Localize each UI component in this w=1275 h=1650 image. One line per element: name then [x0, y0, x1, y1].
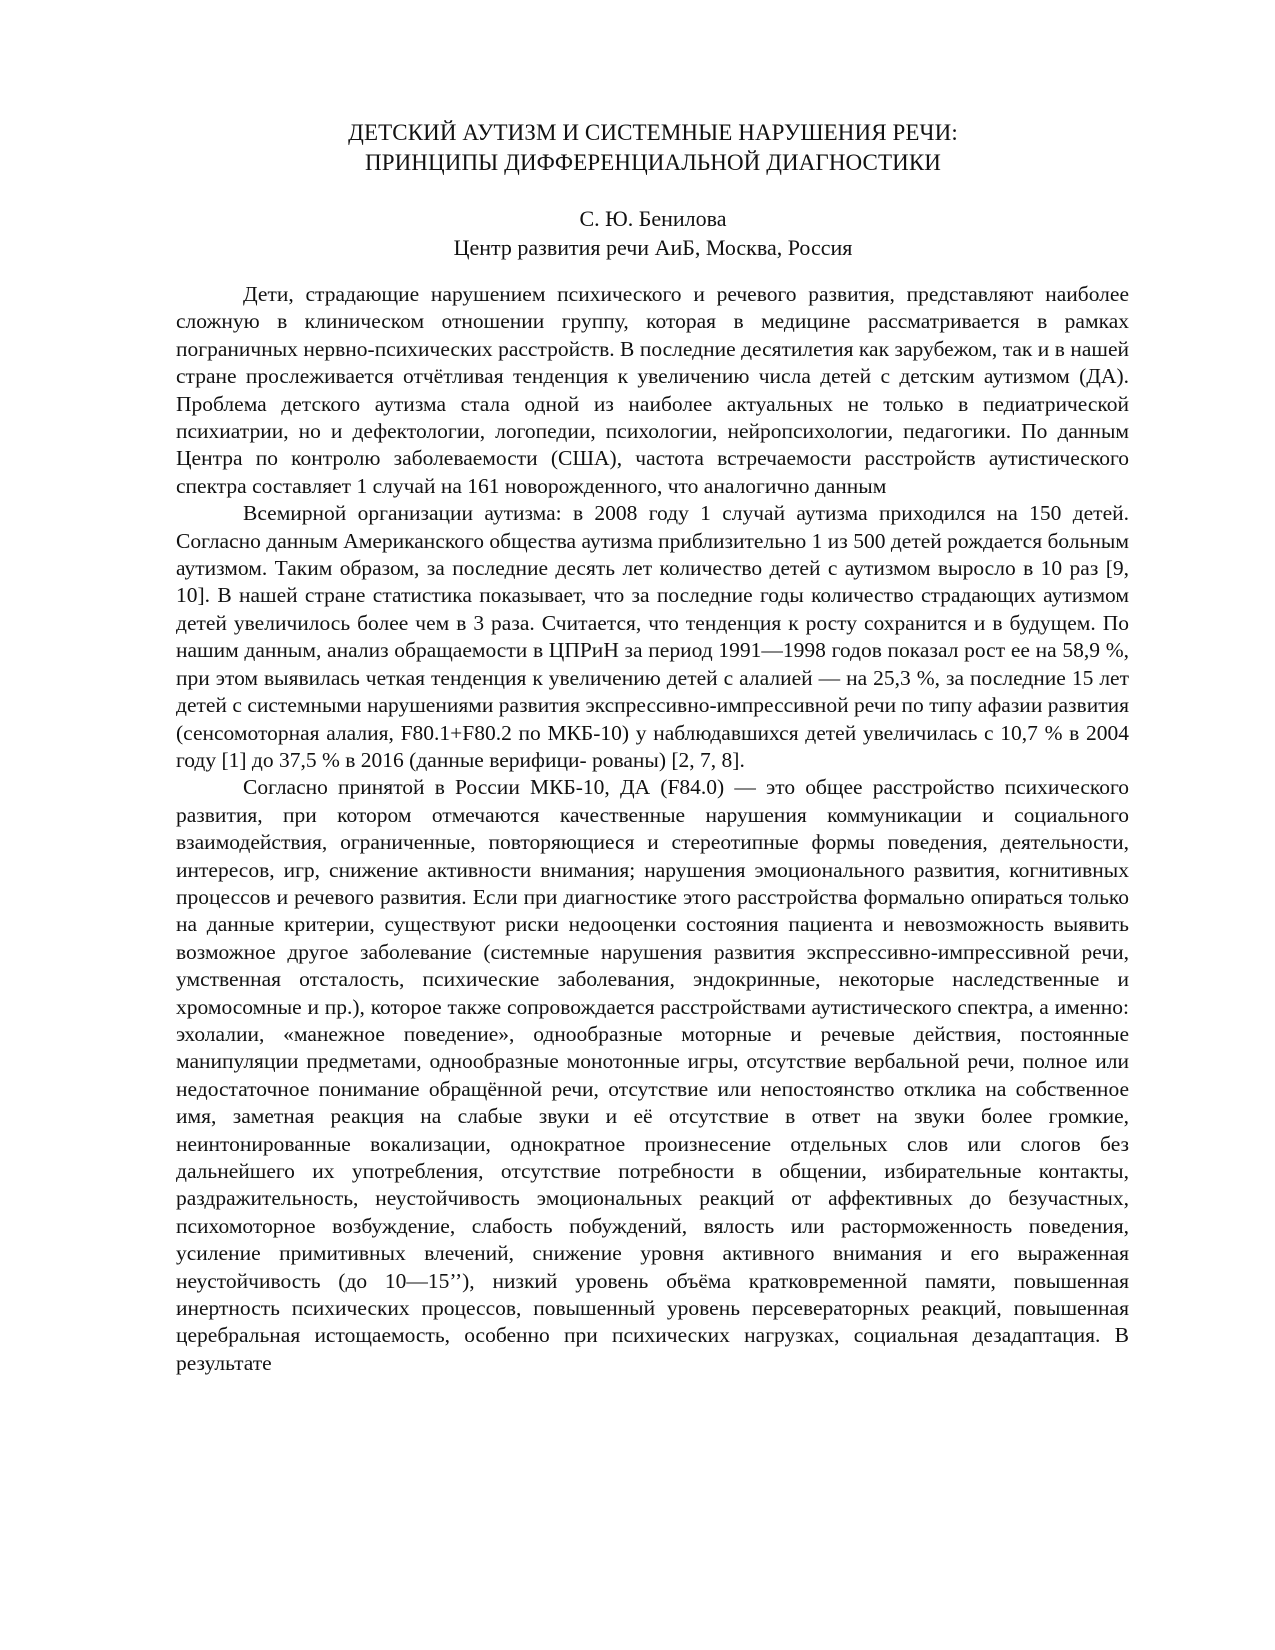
paragraph-1: Дети, страдающие нарушением психического и речевого развития, представляют наиболее сложную в клиническом отношении группу, которая в медицине рассматривается в рамках пограничных нервно-психических расстройств. В последние десятилетия как зарубежом, так и в нашей стране прослеживается отчётливая тенденция к увеличению числа детей с детским аутизмом (ДА). Проблема детского аутизма стала одной из наиболее актуальных не только в педиатрической психиатрии, но и дефектологии, логопедии, психологии, нейропсихологии, педагогики. По данным Центра по контролю заболеваемости (США), частота встречаемости расстройств аутистического спектра составляет 1 случай на 161 новорожденного, что аналогично данным [176, 282, 1129, 498]
paragraph-2: Всемирной организации аутизма: в 2008 году 1 случай аутизма приходился на 150 детей. Согласно данным Американского общества аутизма приблизительно 1 из 500 детей рождается больным аутизмом. Таким образом, за последние десять лет количество детей с аутизмом выросло в 10 раз [9, 10]. В нашей стране статистика показывает, что за последние годы количество страдающих аутизмом детей увеличилось более чем в 3 раза. Считается, что тенденция к росту сохранится и в будущем. По нашим данным, анализ обращаемости в ЦПРиН за период 1991—1998 годов показал рост ее на 58,9 %, при этом выявилась четкая тенденция к увеличению детей с алалией — на 25,3 %, за последние 15 лет детей с системными нарушениями развития экспрессивно-импрессивной речи по типу афазии развития (сенсомоторная алалия, F80.1+F80.2 по МКБ-10) у наблюдавшихся детей увеличилась с 10,7 % в 2004 году [1] до 37,5 % в 2016 (данные верифици- рованы) [2, 7, 8]. [176, 501, 1129, 772]
author-name: С. Ю. Бенилова [579, 206, 727, 231]
author-block [170, 204, 1136, 262]
title-line-2: ПРИНЦИПЫ ДИФФЕРЕНЦИАЛЬНОЙ ДИАГНОСТИКИ [365, 150, 941, 175]
article-body [176, 281, 1129, 1377]
paragraph-3: Согласно принятой в России МКБ-10, ДА (F84.0) — это общее расстройство психического развития, при котором отмечаются качественные нарушения коммуникации и социального взаимодействия, ограниченные, повторяющиеся и стереотипные формы поведения, деятельности, интересов, игр, снижение активности внимания; нарушения эмоционального развития, когнитивных процессов и речевого развития. Если при диагностике этого расстройства формально опираться только на данные критерии, существуют риски недооценки состояния пациента и невозможность выявить возможное другое заболевание (системные нарушения развития экспрессивно-импрессивной речи, умственная отсталость, психические заболевания, эндокринные, некоторые наследственные и хромосомные и пр.), которое также сопровождается расстройствами аутистического спектра, а именно: эхолалии, «манежное поведение», однообразные моторные и речевые действия, постоянные манипуляции предметами, однообразные монотонные игры, отсутствие вербальной речи, полное или недостаточное понимание обращённой речи, отсутствие или непостоянство отклика на собственное имя, заметная реакция на слабые звуки и её отсутствие в ответ на звуки более громкие, неинтонированные вокализации, однократное произнесение отдельных слов или слогов без дальнейшего их употребления, отсутствие потребности в общении, избирательные контакты, раздражительность, неустойчивость эмоциональных реакций от аффективных до безучастных, психомоторное возбуждение, слабость побуждений, вялость или расторможенность поведения, усиление примитивных влечений, снижение уровня активного внимания и его выраженная неустойчивость (до 10—15’’), низкий уровень объёма кратковременной памяти, повышенная инертность психических процессов, повышенный уровень персевераторных реакций, повышенная церебральная истощаемость, особенно при психических нагрузках, социальная дезадаптация. В результате [176, 775, 1129, 1375]
title-line-1: ДЕТСКИЙ АУТИЗМ И СИСТЕМНЫЕ НАРУШЕНИЯ РЕЧИ: [348, 120, 958, 145]
author-affiliation: Центр развития речи АиБ, Москва, Россия [453, 235, 853, 260]
article-title [170, 118, 1136, 178]
